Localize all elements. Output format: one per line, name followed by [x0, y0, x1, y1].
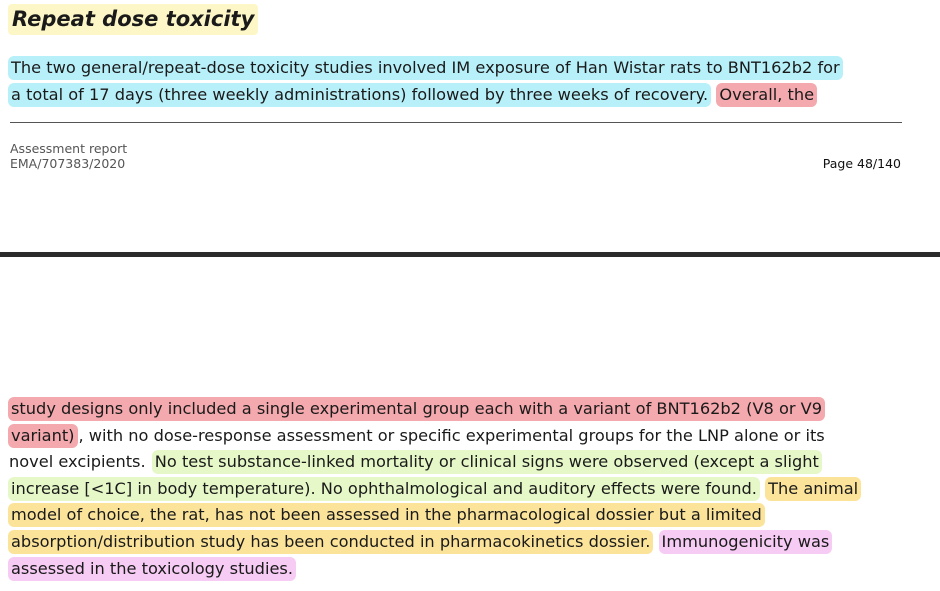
footer-report-info: [10, 141, 127, 171]
highlight-cyan: a total of 17 days (three weekly administrations) followed by three weeks of recovery.: [8, 83, 711, 107]
paragraph-line: [8, 82, 913, 109]
highlight-green: increase [<1C] in body temperature). No ophthalmological and auditory effects were found.: [8, 477, 760, 501]
report-id: EMA/707383/2020: [10, 156, 126, 171]
paragraph-line: [8, 423, 913, 450]
highlight-yellow: model of choice, the rat, has not been assessed in the pharmacological dossier but a limited: [8, 503, 765, 527]
highlight-pink: Immunogenicity was: [659, 530, 833, 554]
paragraph-line: [8, 55, 913, 82]
plain-text: , with no dose-response assessment or specific experimental groups for the LNP alone or its: [78, 425, 825, 445]
highlight-yellow: The animal: [765, 477, 861, 501]
paragraph-line: [8, 449, 913, 476]
page-break-bar: [0, 252, 940, 257]
footer-divider: [10, 122, 902, 123]
highlight-cyan: The two general/repeat-dose toxicity studies involved IM exposure of Han Wistar rats to BNT162b2 for: [8, 56, 843, 80]
bottom-paragraph: [8, 396, 913, 582]
highlight-red: study designs only included a single experimental group each with a variant of BNT162b2 (V8 or V9: [8, 397, 825, 421]
highlight-red: variant): [8, 424, 78, 448]
top-paragraph: [8, 55, 913, 108]
paragraph-line: [8, 476, 913, 503]
highlight-red: Overall, the: [716, 83, 817, 107]
paragraph-line: [8, 396, 913, 423]
report-title: Assessment report: [10, 141, 128, 156]
highlight-pink: assessed in the toxicology studies.: [8, 557, 296, 581]
plain-text: novel excipients.: [9, 452, 146, 472]
paragraph-line: [8, 502, 913, 529]
paragraph-line: [8, 556, 913, 583]
section-heading: Repeat dose toxicity: [8, 4, 258, 35]
paragraph-line: [8, 529, 913, 556]
page-number: Page 48/140: [822, 156, 901, 171]
highlight-yellow: absorption/distribution study has been conducted in pharmacokinetics dossier.: [8, 530, 653, 554]
highlight-green: No test substance-linked mortality or clinical signs were observed (except a slight: [152, 450, 822, 474]
